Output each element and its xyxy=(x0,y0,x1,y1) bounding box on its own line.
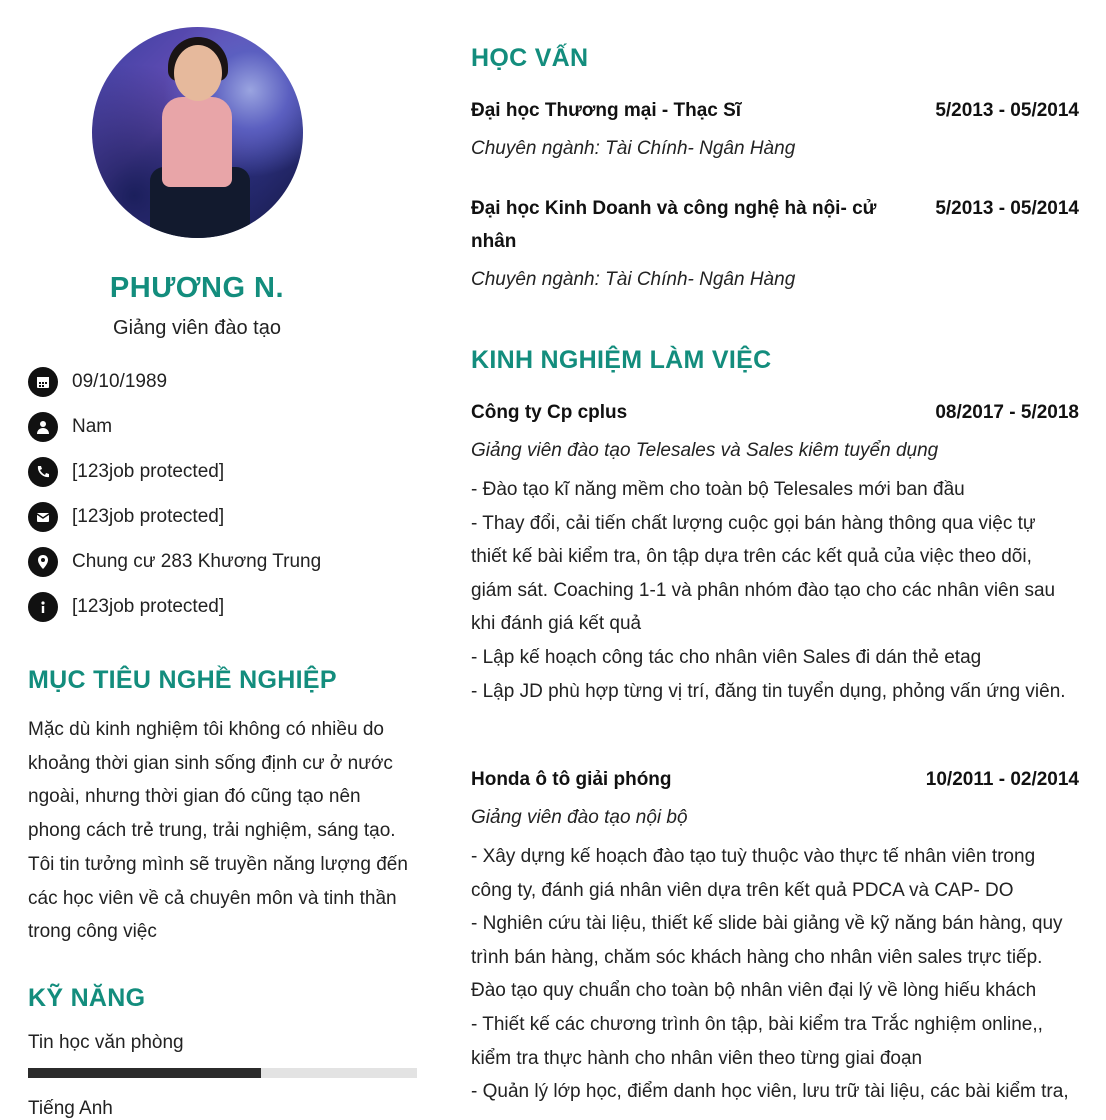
location-icon xyxy=(28,547,58,577)
skill-bar-office xyxy=(28,1068,417,1078)
profile-photo xyxy=(92,27,303,238)
skills-title: KỸ NĂNG xyxy=(28,984,146,1012)
candidate-role: Giảng viên đào tạo xyxy=(113,317,281,339)
skill-fill-office xyxy=(28,1068,261,1078)
phone-text: [123job protected] xyxy=(72,461,225,482)
gender-text: Nam xyxy=(72,416,113,437)
education-title: HỌC VẤN xyxy=(471,44,589,72)
education-entry-2-major: Chuyên ngành: Tài Chính- Ngân Hàng xyxy=(471,269,796,290)
education-entry-2-date: 5/2013 - 05/2014 xyxy=(935,198,1079,219)
other-text: [123job protected] xyxy=(72,596,225,617)
job-2-company: Honda ô tô giải phóng xyxy=(471,769,672,790)
job-1-description: - Đào tạo kĩ năng mềm cho toàn bộ Telesales mới ban đầu - Thay đổi, cải tiến chất lượng cuộc gọi bán hàng thông qua việc tự thiết kế bài kiểm tra, ôn tập dựa trên các kết quả của việc theo dõi, giám sát. Coaching 1-1 và phân nhóm đào tạo cho các nhân viên sau khi đánh giá kết quả - Lập kế hoạch công tác cho nhân viên Sales đi dán thẻ etag - Lập JD phù hợp từng vị trí, đăng tin tuyển dụng, phỏng vấn ứng viên. xyxy=(471,479,1066,702)
skill-label-office: Tin học văn phòng xyxy=(28,1032,184,1053)
objective-title: MỤC TIÊU NGHỀ NGHIỆP xyxy=(28,666,337,694)
education-entry-1-major: Chuyên ngành: Tài Chính- Ngân Hàng xyxy=(471,138,796,159)
job-1-date: 08/2017 - 5/2018 xyxy=(935,402,1079,423)
education-entry-1-date: 5/2013 - 05/2014 xyxy=(935,100,1079,121)
email-icon xyxy=(28,502,58,532)
birthdate-text: 09/10/1989 xyxy=(72,371,168,392)
info-row-birthdate xyxy=(28,366,167,398)
job-1-company: Công ty Cp cplus xyxy=(471,402,628,423)
education-entry-1-title: Đại học Thương mại - Thạc Sĩ xyxy=(471,100,742,121)
candidate-name: PHƯƠNG N. xyxy=(109,272,285,304)
info-row-other xyxy=(28,591,224,623)
info-row-email xyxy=(28,501,224,533)
info-row-phone xyxy=(28,456,224,488)
calendar-icon xyxy=(28,367,58,397)
objective-text: Mặc dù kinh nghiệm tôi không có nhiều do khoảng thời gian sinh sống định cư ở nước ngoài, nhưng thời gian đó cũng tạo nên phong cách trẻ trung, trải nghiệm, sáng tạo. Tôi tin tưởng mình sẽ truyền năng lượng đến các học viên về cả chuyên môn và tinh thần trong công việc xyxy=(28,719,408,943)
info-icon xyxy=(28,592,58,622)
job-2-position: Giảng viên đào tạo nội bộ xyxy=(471,807,688,828)
skill-label-english: Tiếng Anh xyxy=(28,1098,113,1119)
education-entry-2-title: Đại học Kinh Doanh và công nghệ hà nội- cử nhân xyxy=(471,198,877,252)
job-1-position: Giảng viên đào tạo Telesales và Sales kiêm tuyển dụng xyxy=(471,440,939,461)
info-row-address xyxy=(28,546,321,578)
job-2-date: 10/2011 - 02/2014 xyxy=(925,769,1079,790)
job-2-description: - Xây dựng kế hoạch đào tạo tuỳ thuộc vào thực tế nhân viên trong công ty, đánh giá nhân viên dựa trên kết quả PDCA và CAP- DO - Nghiên cứu tài liệu, thiết kế slide bài giảng về kỹ năng bán hàng, quy trình bán hàng, chăm sóc khách hàng cho nhân viên sales trực tiếp. Đào tạo quy chuẩn cho toàn bộ nhân viên đại lý về lòng hiếu khách - Thiết kế các chương trình ôn tập, bài kiểm tra Trắc nghiệm online,, kiểm tra thực hành cho nhân viên theo từng giai đoạn - Quản lý lớp học, điểm danh học viên, lưu trữ tài liệu, các bài kiểm tra, xyxy=(471,846,1069,1103)
phone-icon xyxy=(28,457,58,487)
address-text: Chung cư 283 Khương Trung xyxy=(72,551,322,572)
experience-title: KINH NGHIỆM LÀM VIỆC xyxy=(471,346,772,374)
email-text: [123job protected] xyxy=(72,506,225,527)
user-icon xyxy=(28,412,58,442)
info-row-gender xyxy=(28,411,112,443)
